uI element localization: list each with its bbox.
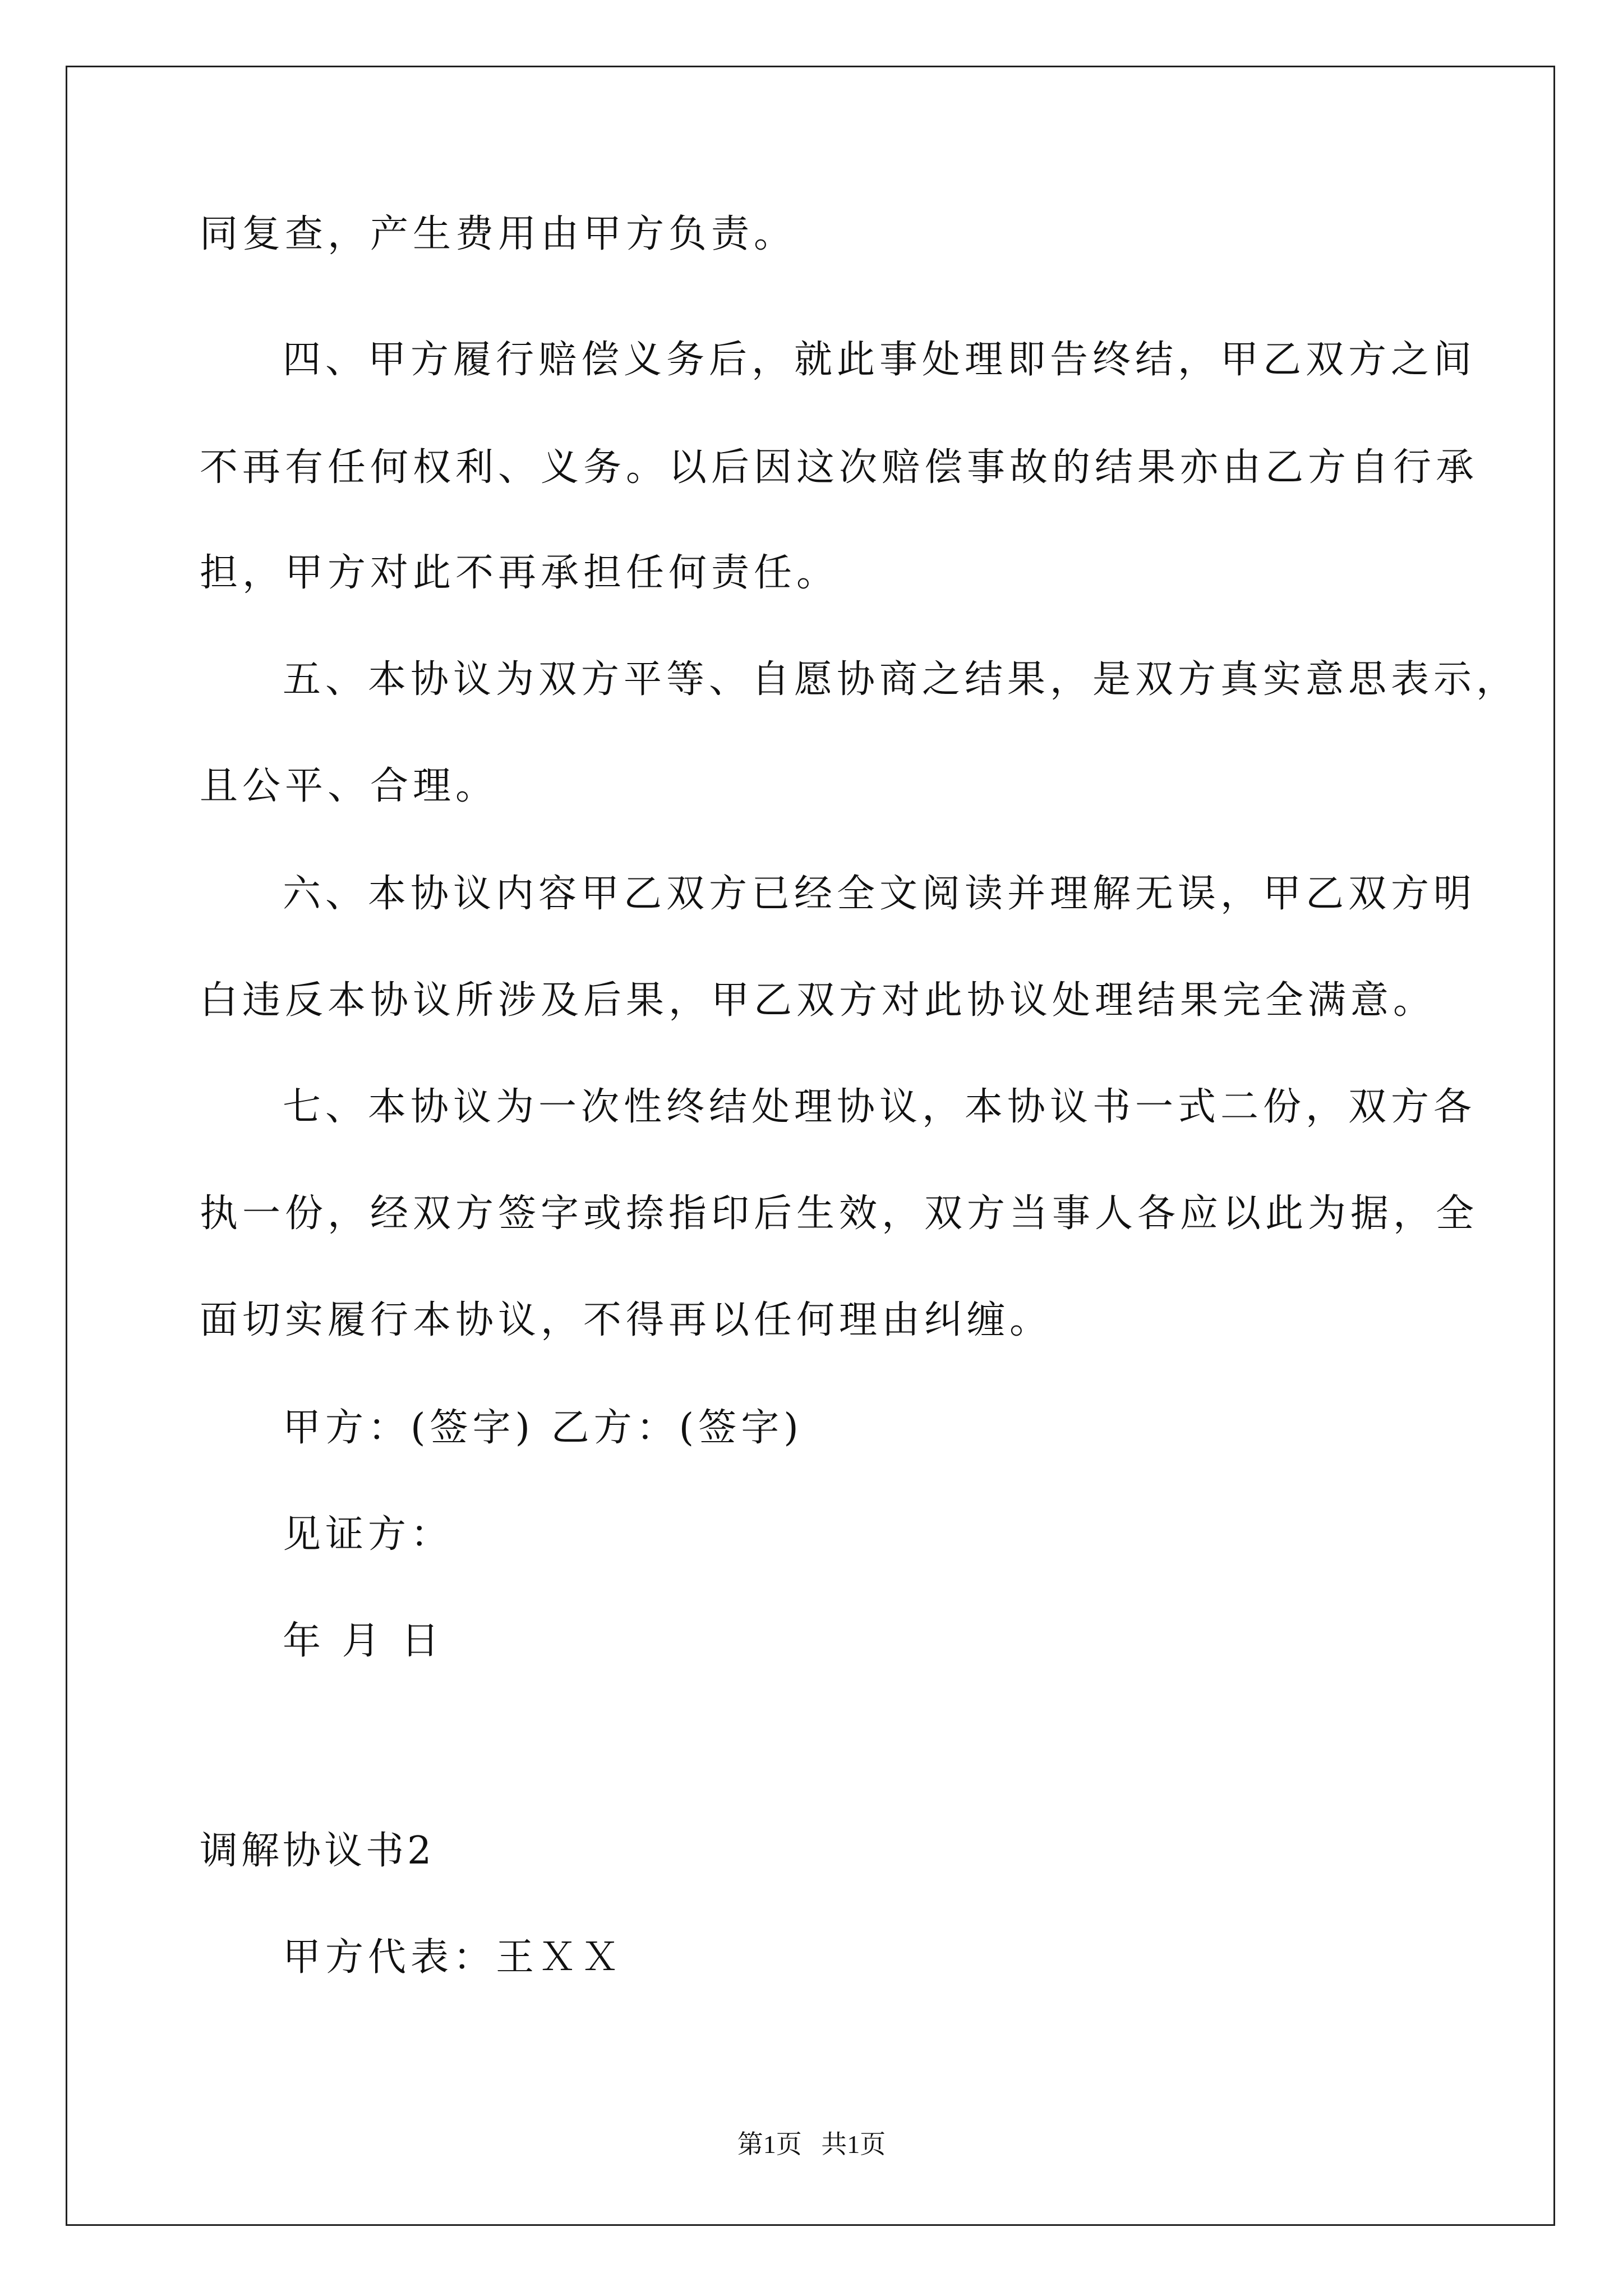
witness-line: 见证方： — [283, 1512, 454, 1557]
signature-line: 甲方：(签字) 乙方：(签字) — [283, 1406, 803, 1450]
text-line: 执一份，经双方签字或捺指印后生效，双方当事人各应以此为据，全 — [200, 1191, 1479, 1236]
section-heading: 调解协议书2 — [200, 1829, 435, 1873]
date-line: 年 月 日 — [283, 1619, 444, 1663]
page-number: 第1页 共1页 — [737, 2130, 886, 2159]
clause-6-line: 六、本协议内容甲乙双方已经全文阅读并理解无误，甲乙双方明 — [283, 872, 1477, 916]
party-a-representative: 甲方代表：王ＸＸ — [283, 1935, 624, 1980]
page-border — [66, 66, 1555, 2226]
clause-4-line: 四、甲方履行赔偿义务后，就此事处理即告终结，甲乙双方之间 — [283, 338, 1477, 382]
text-line: 同复查，产生费用由甲方负责。 — [200, 212, 797, 256]
text-line: 面切实履行本协议，不得再以任何理由纠缠。 — [200, 1298, 1053, 1342]
text-line: 不再有任何权利、义务。以后因这次赔偿事故的结果亦由乙方自行承 — [200, 445, 1479, 490]
text-line: 且公平、合理。 — [200, 764, 499, 808]
clause-5-line: 五、本协议为双方平等、自愿协商之结果，是双方真实意思表示， — [283, 657, 1519, 702]
text-line: 担，甲方对此不再承担任何责任。 — [200, 551, 840, 595]
clause-7-line: 七、本协议为一次性终结处理协议，本协议书一式二份，双方各 — [283, 1085, 1477, 1129]
text-line: 白违反本协议所涉及后果，甲乙双方对此协议处理结果完全满意。 — [200, 978, 1436, 1023]
